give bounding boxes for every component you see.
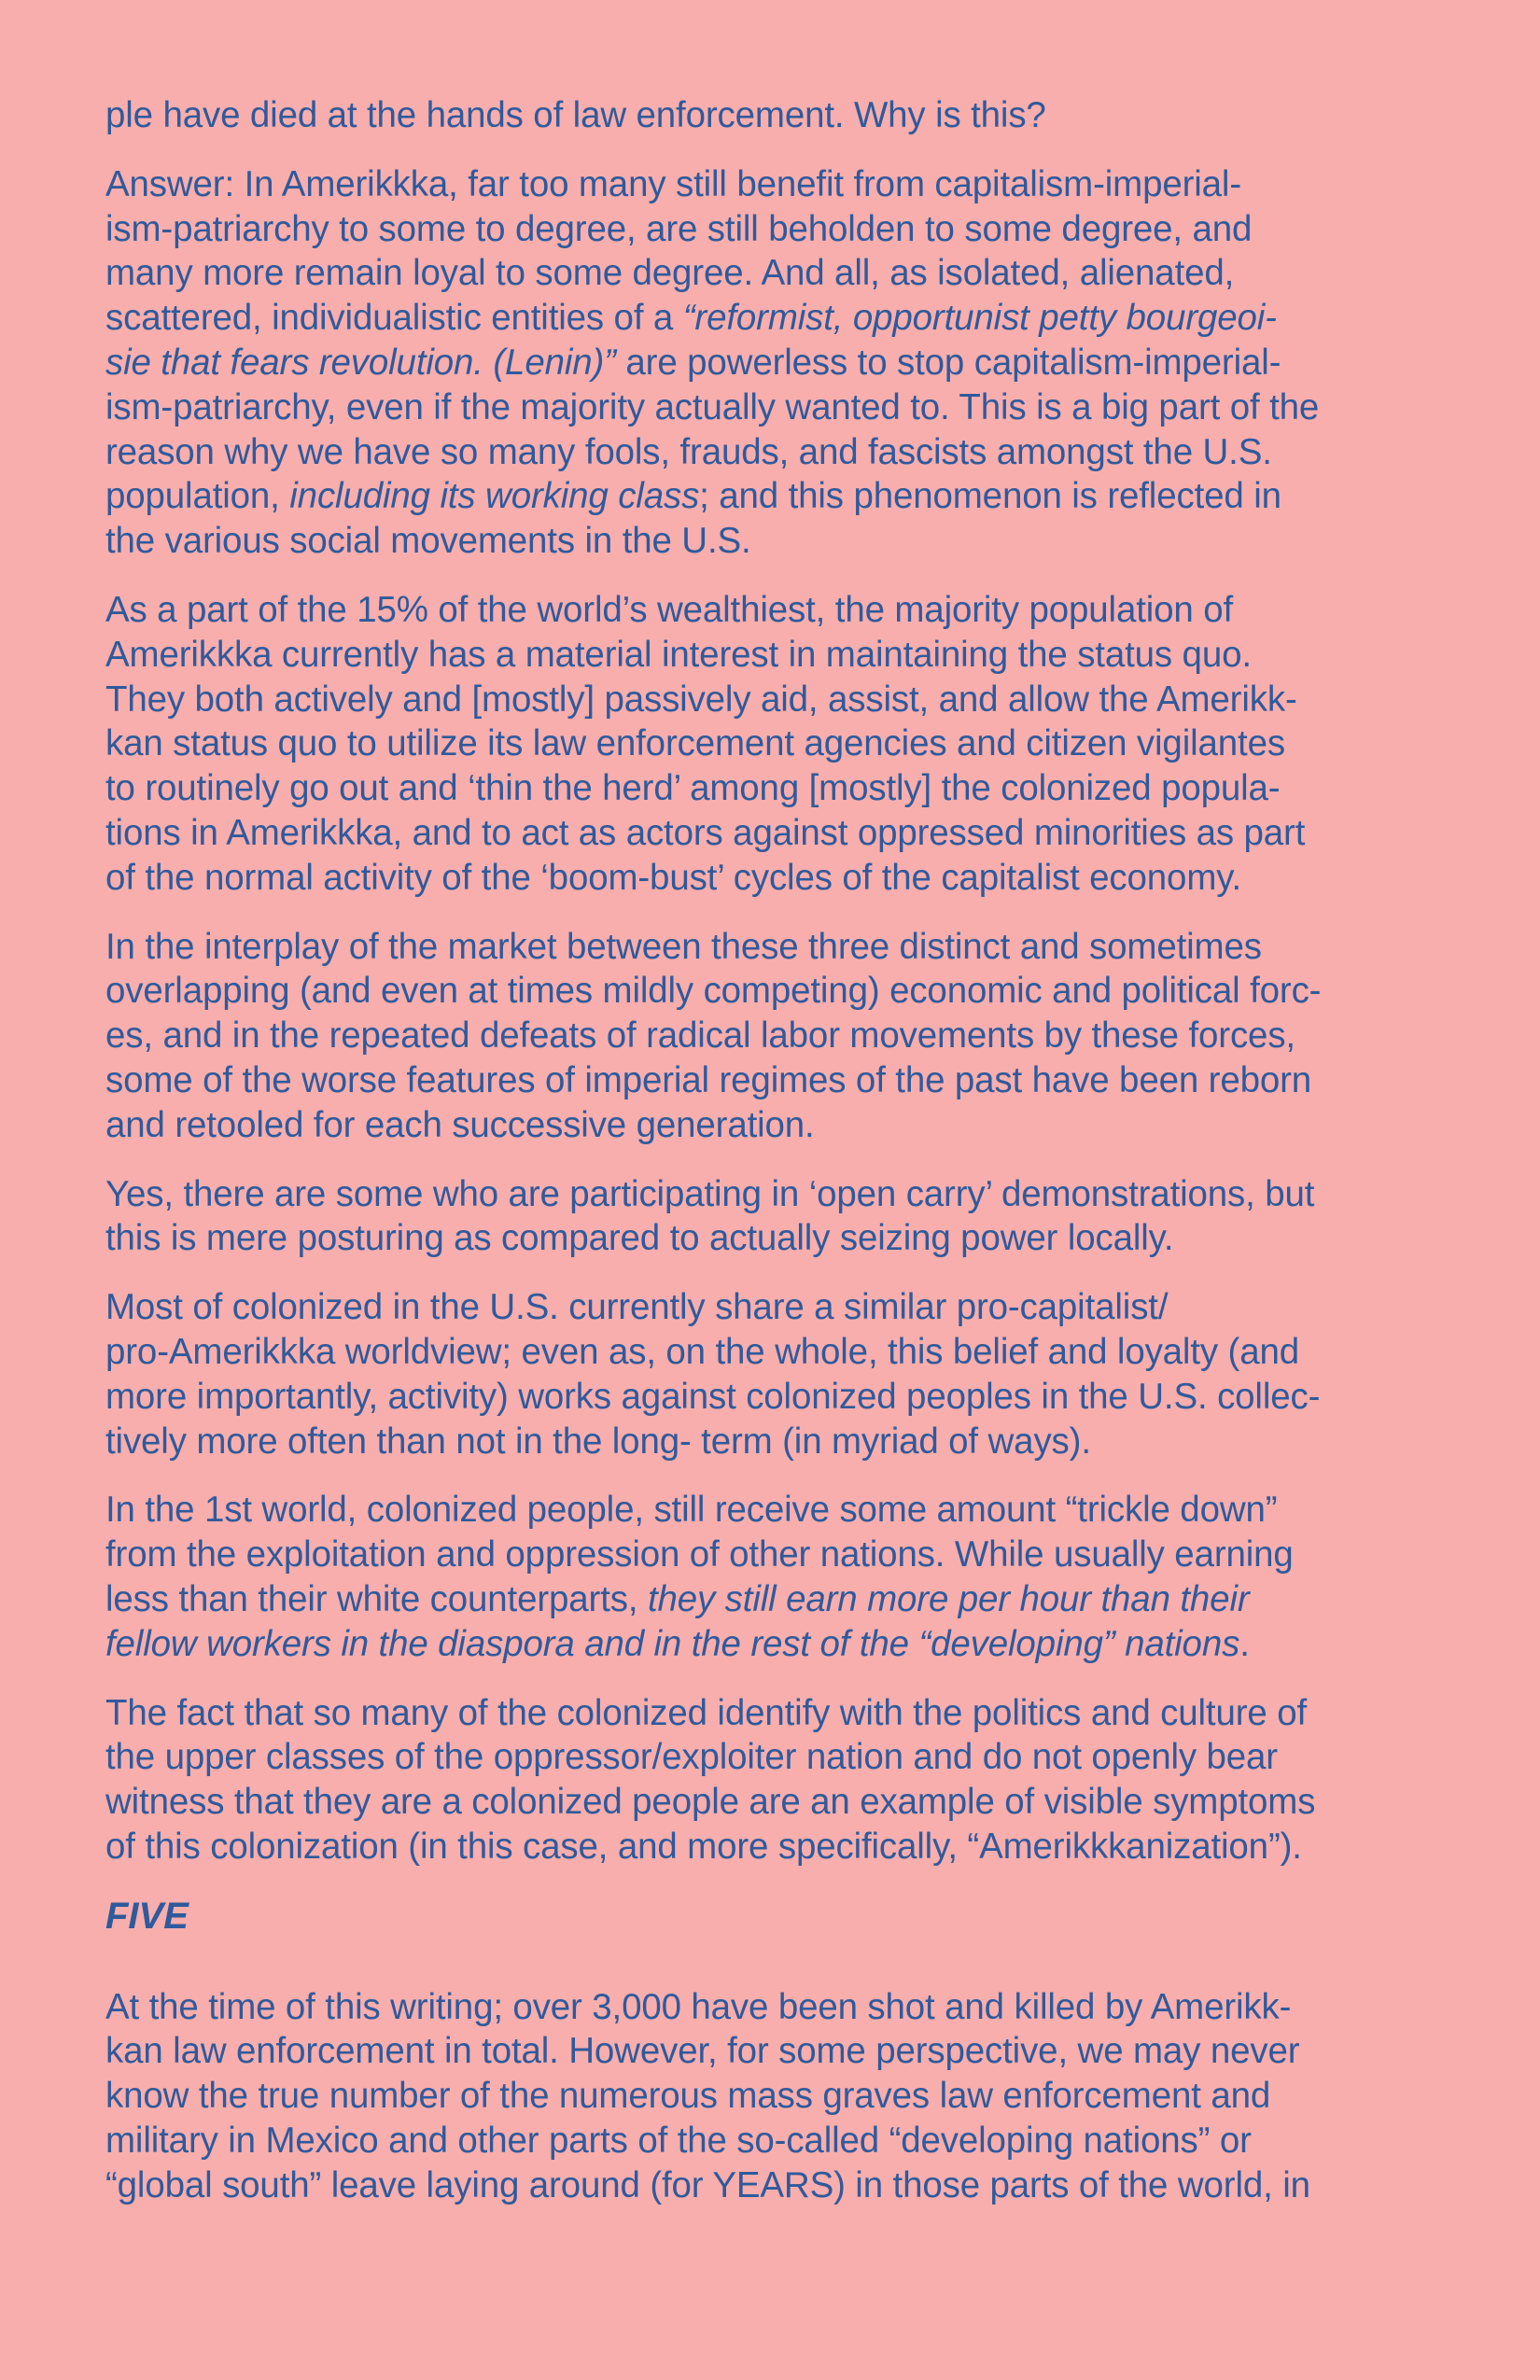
text-line: [105, 588, 1449, 633]
text-run: this is mere posturing as compared to actually seizing power locally.: [105, 1218, 1174, 1259]
text-run: witness that they are a colonized people are an example of visible symptoms: [105, 1782, 1316, 1823]
text-run: Answer: In Amerikkka, far too many still benefit from capitalism-imperial-: [105, 163, 1242, 204]
text-run: In the 1st world, colonized people, still receive some amount “trickle down”: [105, 1490, 1278, 1531]
text-run: Most of colonized in the U.S. currently share a similar pro-capitalist/: [105, 1287, 1169, 1328]
text-line: [105, 1103, 1449, 1148]
paragraph: [105, 1691, 1449, 1869]
text-line: [105, 519, 1449, 564]
text-line: [105, 1985, 1449, 2030]
paragraph: [105, 588, 1449, 901]
text-run: As a part of the 15% of the world’s wealthiest, the majority population of: [105, 589, 1234, 630]
text-line: [105, 1691, 1449, 1736]
text-run: and retooled for each successive generation.: [105, 1104, 815, 1145]
text-line: [105, 1420, 1449, 1464]
text-line: [105, 207, 1449, 252]
text-line: [105, 2119, 1449, 2163]
text-line: [105, 93, 1449, 138]
text-line: [105, 1058, 1449, 1103]
text-line: [105, 856, 1449, 901]
paragraph: [105, 1172, 1449, 1262]
paragraph: [105, 1488, 1449, 1666]
document-page: [105, 93, 1449, 2233]
text-line: [105, 1622, 1449, 1667]
text-line: [105, 678, 1449, 722]
paragraph: [105, 925, 1449, 1148]
section-body-text: [105, 1985, 1449, 2208]
text-line: [105, 2074, 1449, 2119]
text-run: military in Mexico and other parts of the so-called “developing nations” or: [105, 2121, 1252, 2162]
text-line: [105, 430, 1449, 475]
text-run: overlapping (and even at times mildly competing) economic and political forc-: [105, 971, 1322, 1012]
text-run: tions in Amerikkka, and to act as actors against oppressed minorities as part: [105, 812, 1306, 853]
text-line: [105, 1375, 1449, 1420]
text-line: [105, 1285, 1449, 1330]
paragraph: [105, 1985, 1449, 2208]
text-run: know the true number of the numerous mass graves law enforcement and: [105, 2076, 1271, 2117]
text-run: They both actively and [mostly] passively aid, assist, and allow the Amerikk-: [105, 679, 1297, 720]
text-run: The fact that so many of the colonized identify with the politics and culture of: [105, 1692, 1308, 1733]
italic-text: “reformist, opportunist petty bourgeoi-: [682, 298, 1277, 339]
text-line: [105, 1330, 1449, 1375]
text-run: the upper classes of the oppressor/exploiter nation and do not openly bear: [105, 1737, 1278, 1778]
text-run: es, and in the repeated defeats of radical labor movements by these forces,: [105, 1015, 1295, 1057]
italic-text: fellow workers in the diaspora and in the rest of the “developing” nations: [105, 1623, 1240, 1664]
text-run: Yes, there are some who are participating in ‘open carry’ demonstrations, but: [105, 1173, 1315, 1214]
text-run: ple have died at the hands of law enforcement. Why is this?: [105, 95, 1046, 135]
text-run: the various social movements in the U.S.: [105, 521, 751, 562]
text-run: kan status quo to utilize its law enforcement agencies and citizen vigilantes: [105, 723, 1285, 764]
text-run: more importantly, activity) works against colonized peoples in the U.S. collec-: [105, 1376, 1321, 1417]
text-line: [105, 1488, 1449, 1533]
italic-text: including its working class: [289, 476, 700, 517]
italic-text: they still earn more per hour than their: [647, 1578, 1250, 1619]
text-run: reason why we have so many fools, frauds, and fascists amongst the U.S.: [105, 431, 1272, 472]
body-text: [105, 93, 1449, 1869]
text-run: tively more often than not in the long- term (in myriad of ways).: [105, 1421, 1091, 1462]
text-run: ; and this phenomenon is reflected in: [699, 476, 1281, 517]
text-line: [105, 1577, 1449, 1622]
paragraph: [105, 162, 1449, 564]
text-line: [105, 385, 1449, 430]
text-run: Amerikkka currently has a material interest in maintaining the status quo.: [105, 634, 1252, 675]
text-run: “global south” leave laying around (for YEARS) in those parts of the world, in: [105, 2164, 1310, 2205]
text-line: [105, 2163, 1449, 2208]
text-run: many more remain loyal to some degree. And all, as isolated, alienated,: [105, 253, 1235, 294]
text-line: [105, 1014, 1449, 1058]
text-line: [105, 1172, 1449, 1217]
text-run: are powerless to stop capitalism-imperial-: [615, 342, 1281, 383]
text-line: [105, 969, 1449, 1014]
text-line: [105, 1825, 1449, 1869]
italic-text: sie that fears revolution. (Lenin)”: [105, 342, 616, 383]
text-run: of the normal activity of the ‘boom-bust’ cycles of the capitalist economy.: [105, 857, 1242, 898]
text-line: [105, 296, 1449, 341]
text-line: [105, 1216, 1449, 1261]
text-run: .: [1239, 1623, 1250, 1664]
text-run: At the time of this writing; over 3,000 have been shot and killed by Amerikk-: [105, 1986, 1292, 2027]
text-line: [105, 633, 1449, 678]
text-line: [105, 766, 1449, 811]
text-line: [105, 1533, 1449, 1577]
text-run: of this colonization (in this case, and more specifically, “Amerikkkanization”).: [105, 1826, 1302, 1867]
text-line: [105, 1780, 1449, 1825]
text-line: [105, 811, 1449, 856]
text-line: [105, 474, 1449, 519]
text-run: ism-patriarchy, even if the majority actually wanted to. This is a big part of the: [105, 386, 1320, 427]
text-run: to routinely go out and ‘thin the herd’ among [mostly] the colonized popula-: [105, 768, 1281, 809]
text-run: population,: [105, 476, 290, 517]
text-line: [105, 2029, 1449, 2074]
text-line: [105, 251, 1449, 296]
text-run: less than their white counterparts,: [105, 1578, 648, 1619]
text-line: [105, 341, 1449, 385]
text-run: In the interplay of the market between these three distinct and sometimes: [105, 926, 1262, 967]
text-run: ism-patriarchy to some to degree, are still beholden to some degree, and: [105, 208, 1253, 249]
text-line: [105, 721, 1449, 766]
text-run: some of the worse features of imperial regimes of the past have been reborn: [105, 1059, 1312, 1100]
text-run: scattered, individualistic entities of a: [105, 298, 683, 339]
paragraph: [105, 1285, 1449, 1463]
text-run: from the exploitation and oppression of other nations. While usually earning: [105, 1534, 1294, 1575]
text-line: [105, 925, 1449, 970]
text-run: kan law enforcement in total. However, for some perspective, we may never: [105, 2031, 1300, 2072]
text-line: [105, 162, 1449, 207]
section-heading: FIVE: [105, 1895, 189, 1937]
text-run: pro-Amerikkka worldview; even as, on the whole, this belief and loyalty (and: [105, 1331, 1299, 1372]
paragraph: [105, 93, 1449, 138]
text-line: [105, 1735, 1449, 1780]
